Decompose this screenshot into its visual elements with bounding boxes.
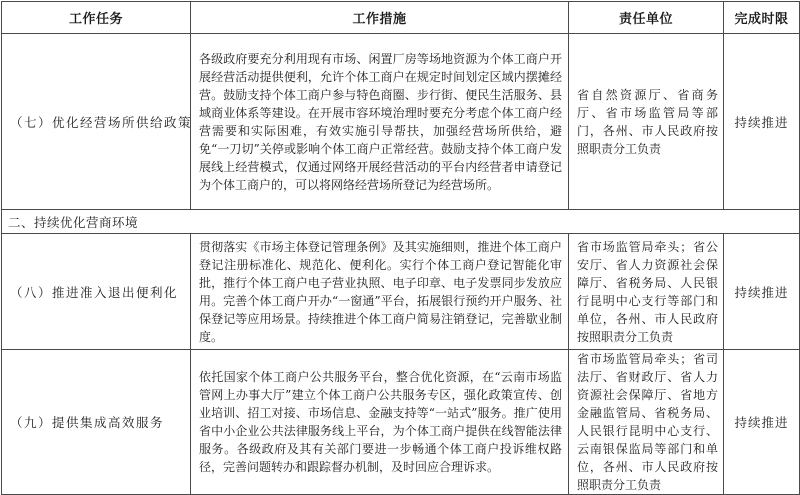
- header-unit: 责任单位: [569, 2, 724, 34]
- header-deadline: 完成时限: [724, 2, 800, 34]
- deadline-cell: 持续推进: [724, 350, 800, 495]
- task-cell: （八）推进准入退出便利化: [2, 234, 191, 350]
- section-title: 二、持续优化营商环境: [2, 210, 800, 234]
- header-measure: 工作措施: [191, 2, 569, 34]
- measure-cell: 贯彻落实《市场主体登记管理条例》及其实施细则，推进个体工商户登记注册标准化、规范化、便利化。实行个体工商户登记智能化审批，推行个体工商户电子营业执照、电子印章、电子发票同步发放应用。完善个体工商户开办“一窗通”平台，拓展银行预约开户服务、社保登记等应用场景。持续推进个体工商户简易注销登记，完善歇业制度。: [191, 234, 569, 350]
- deadline-cell: 持续推进: [724, 34, 800, 210]
- table-header-row: [2, 2, 800, 34]
- table-row: [2, 350, 800, 495]
- measure-cell: 依托国家个体工商户公共服务平台，整合优化资源，在“云南市场监管网上办事大厅”建立个体工商户公共服务专区，强化政策宣传、创业培训、招工对接、市场信息、金融支持等“一站式”服务。推广使用省中小企业公共法律服务线上平台，为个体工商户提供在线智能法律服务。各级政府及其有关部门要进一步畅通个体工商户投诉维权路径，完善问题转办和跟踪督办机制，及时回应合理诉求。: [191, 350, 569, 495]
- unit-cell: 省自然资源厅、省商务厅、省市场监管局等部门，各州、市人民政府按照职责分工负责: [569, 34, 724, 210]
- task-cell: （九）提供集成高效服务: [2, 350, 191, 495]
- measure-cell: 各级政府要充分利用现有市场、闲置厂房等场地资源为个体工商户开展经营活动提供便利，允许个体工商户在规定时间划定区域内摆摊经营。鼓励支持个体工商户参与特色商圈、步行街、便民生活服务、县域商业体系等建设。在开展市容环境治理时要充分考虑个体工商户经营需要和实际困难，有效实施引导帮扶，加强经营场所供给，避免“一刀切”关停或影响个体工商户正常经营。鼓励支持个体工商户发展线上经营模式，仅通过网络开展经营活动的平台内经营者申请登记为个体工商户的，可以将网络经营场所登记为经营场所。: [191, 34, 569, 210]
- section-row: [2, 210, 800, 234]
- task-cell: （七）优化经营场所供给政策: [2, 34, 191, 210]
- table-row: [2, 234, 800, 350]
- table-row: [2, 34, 800, 210]
- header-task: 工作任务: [2, 2, 191, 34]
- deadline-cell: 持续推进: [724, 234, 800, 350]
- policy-table: [1, 1, 800, 495]
- unit-cell: 省市场监管局牵头；省公安厅、省人力资源社会保障厅、省税务局、人民银行昆明中心支行等部门和单位，各州、市人民政府按照职责分工负责: [569, 234, 724, 350]
- unit-cell: 省市场监管局牵头；省司法厅、省财政厅、省人力资源社会保障厅、省地方金融监管局、省税务局、人民银行昆明中心支行、云南银保监局等部门和单位，各州、市人民政府按照职责分工负责: [569, 350, 724, 495]
